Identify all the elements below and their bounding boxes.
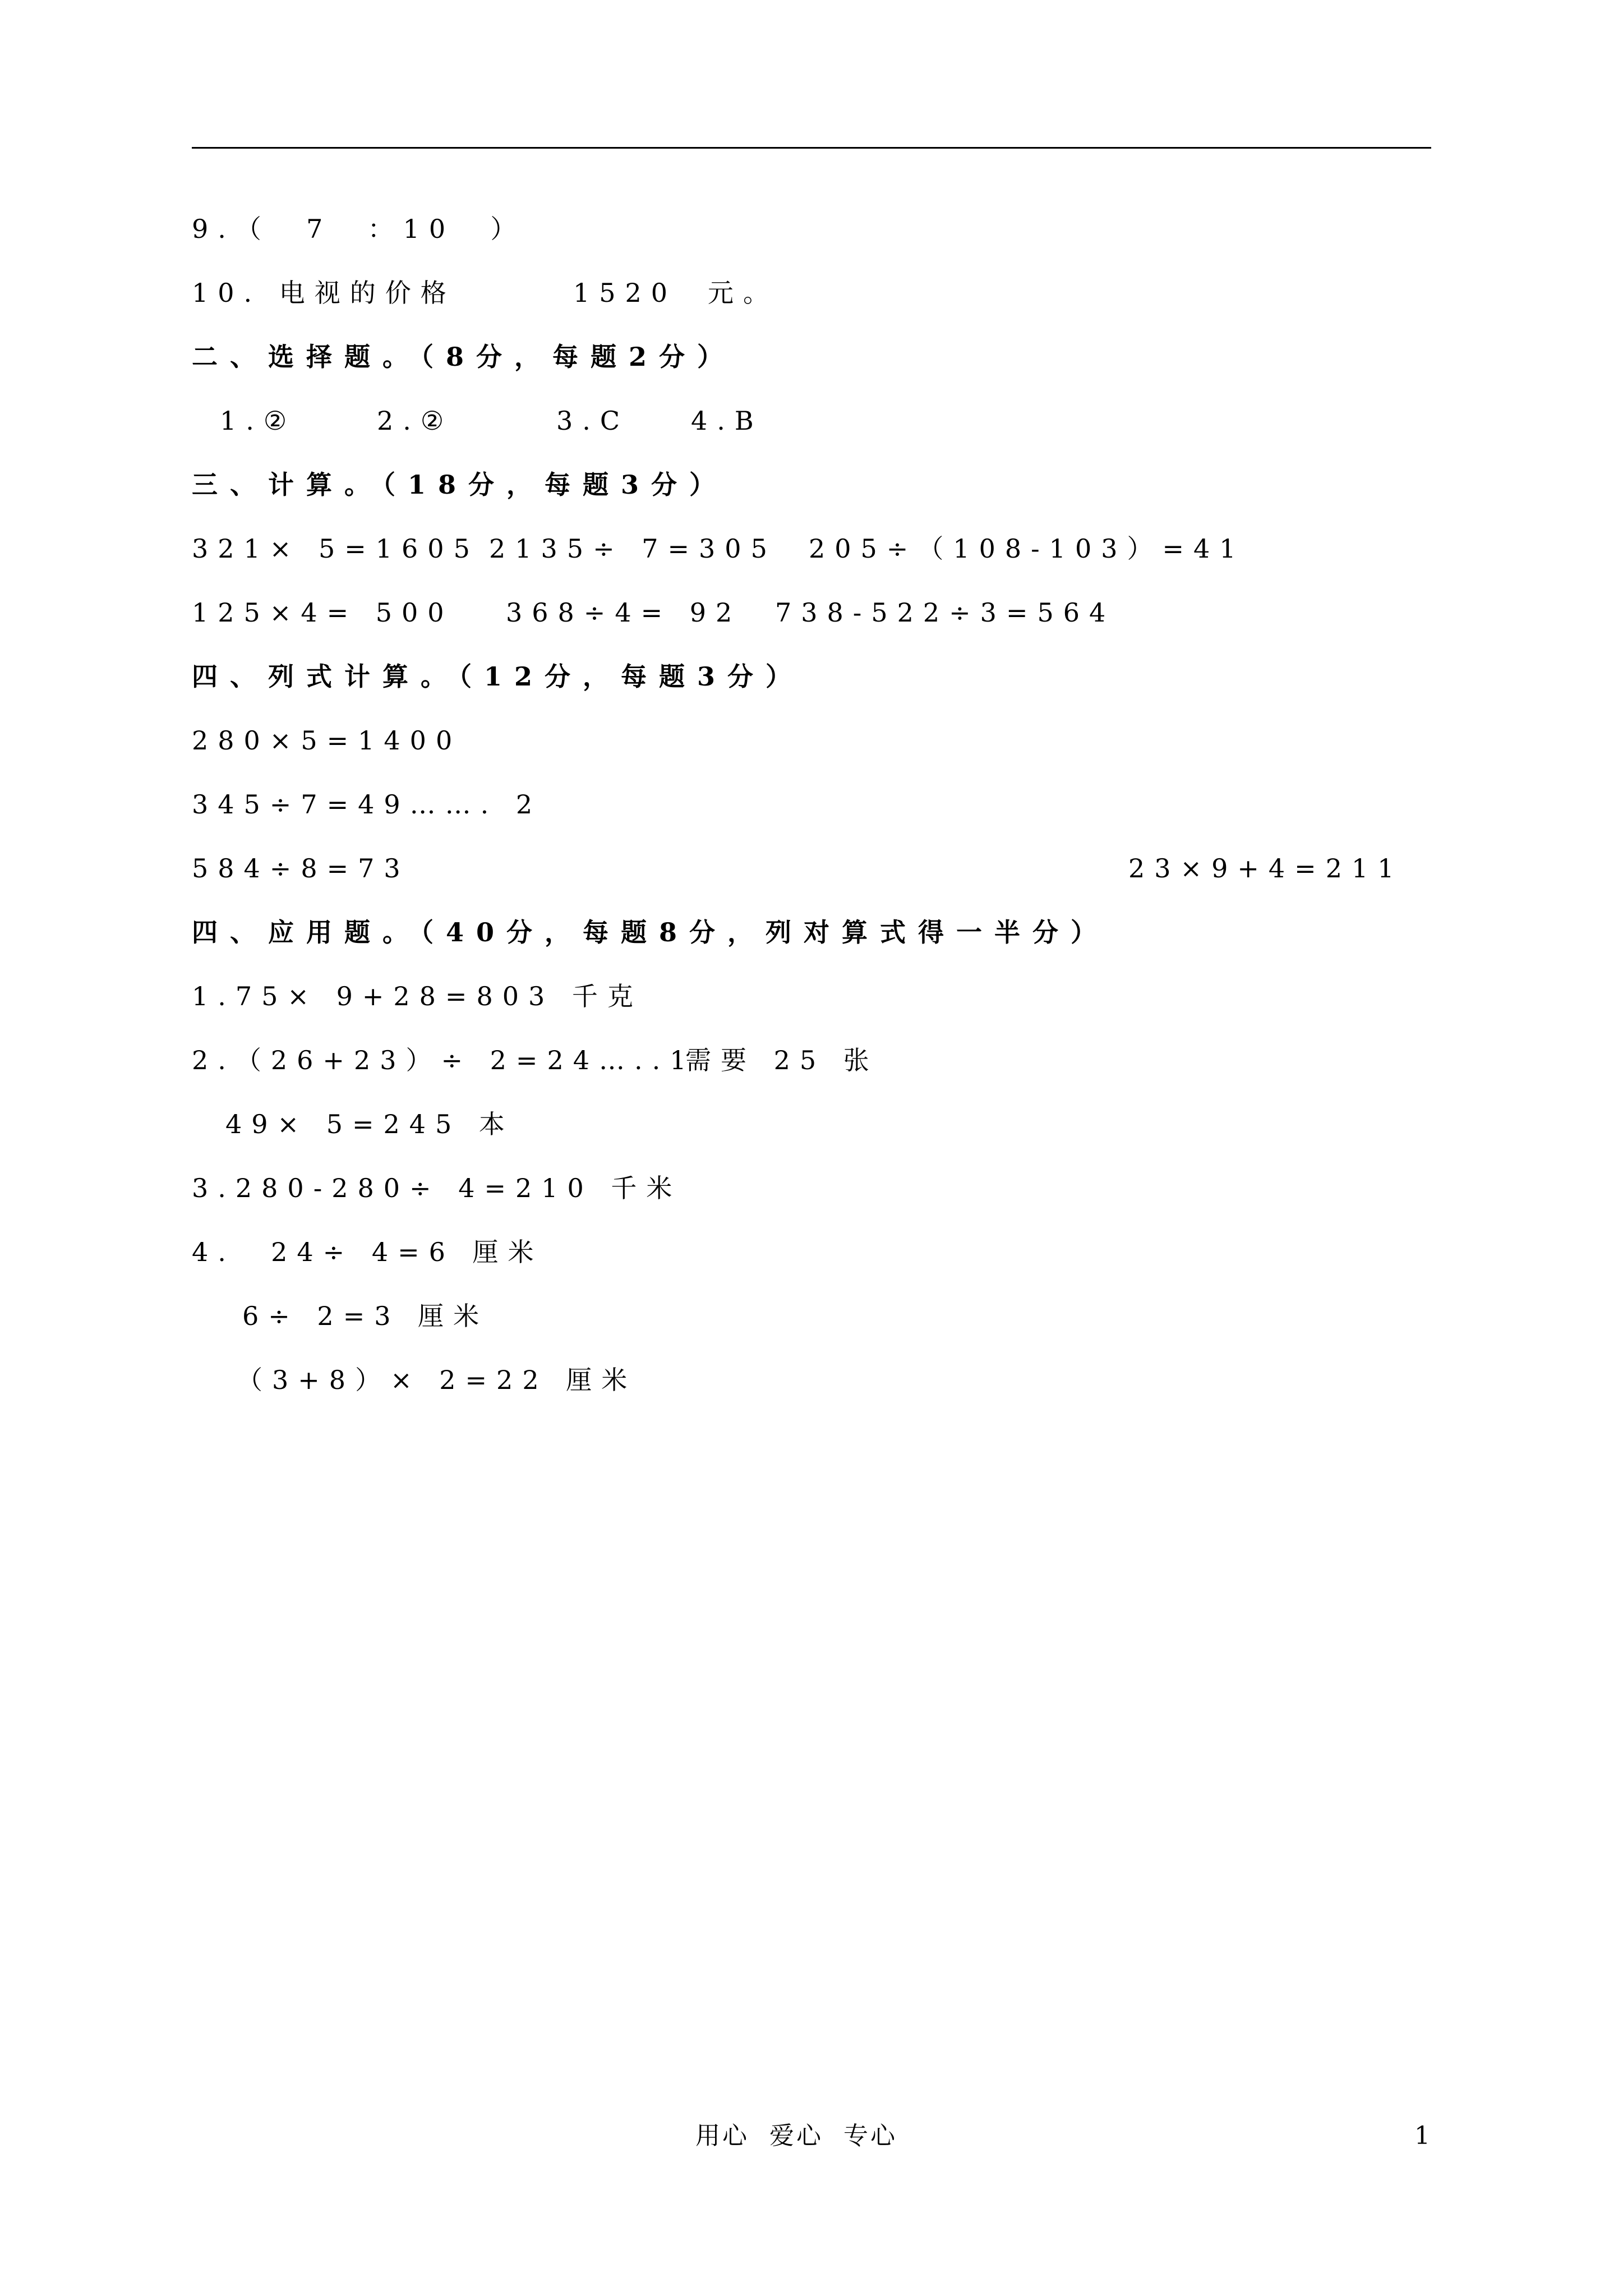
answer-q10-label: 10. 电视的价格: [192, 278, 456, 308]
application-answer: 49× 5=245 本: [225, 1109, 514, 1139]
choice-answer: 3.C: [556, 406, 630, 436]
application-answer: 4. 24÷ 4=6 厘米: [192, 1237, 543, 1267]
calc-answer: 2135÷ 7=305: [489, 533, 777, 564]
choice-answer: 1.②: [220, 406, 297, 436]
choice-answer: 2.②: [377, 406, 454, 436]
answer-q10-unit: 元。: [708, 278, 778, 308]
application-answer: 6÷ 2=3 厘米: [242, 1301, 489, 1331]
answer-q10-value: 1520: [573, 278, 677, 308]
application-answer: 3.280-280÷ 4=210 千米: [192, 1173, 682, 1203]
application-answer: 1.75× 9+28=803 千克: [192, 981, 643, 1011]
answer-q9: 9.（ 7 ：10 ）: [192, 214, 526, 244]
section-heading-calc: 三、计算。（18分，每题3分）: [192, 470, 728, 500]
section-heading-application: 四、应用题。（40分，每题8分，列对算式得一半分）: [192, 917, 1109, 947]
page-number: 1: [1414, 2122, 1430, 2150]
calc-answer: 321× 5=1605: [192, 533, 479, 564]
section-heading-choice: 二、选择题。（8分，每题2分）: [192, 342, 736, 372]
choice-answer: 4.B: [691, 406, 763, 436]
footer-slogan: 用心 爱心 专心: [695, 2122, 897, 2150]
formula-answer: 584÷8=73: [192, 853, 410, 884]
section-heading-formula: 四、列式计算。（12分，每题3分）: [192, 661, 804, 692]
calc-answer: 368÷4= 92: [506, 597, 742, 628]
formula-answer-right: 23×9+4=211: [1128, 853, 1404, 884]
application-answer: 2.（26+23）÷ 2=24…..1: [192, 1045, 696, 1075]
application-answer: （3+8）× 2=22 厘米: [237, 1365, 637, 1395]
calc-answer: 125×4= 500: [192, 597, 454, 628]
application-answer-extra: 需要 25 张: [685, 1045, 879, 1075]
formula-answer: 280×5=1400: [192, 725, 462, 756]
calc-answer: 205÷（108-103）=41: [809, 533, 1246, 564]
header-rule: [192, 147, 1431, 149]
formula-answer: 345÷7=49……. 2: [192, 789, 542, 820]
calc-answer: 738-522÷3=564: [775, 597, 1115, 628]
